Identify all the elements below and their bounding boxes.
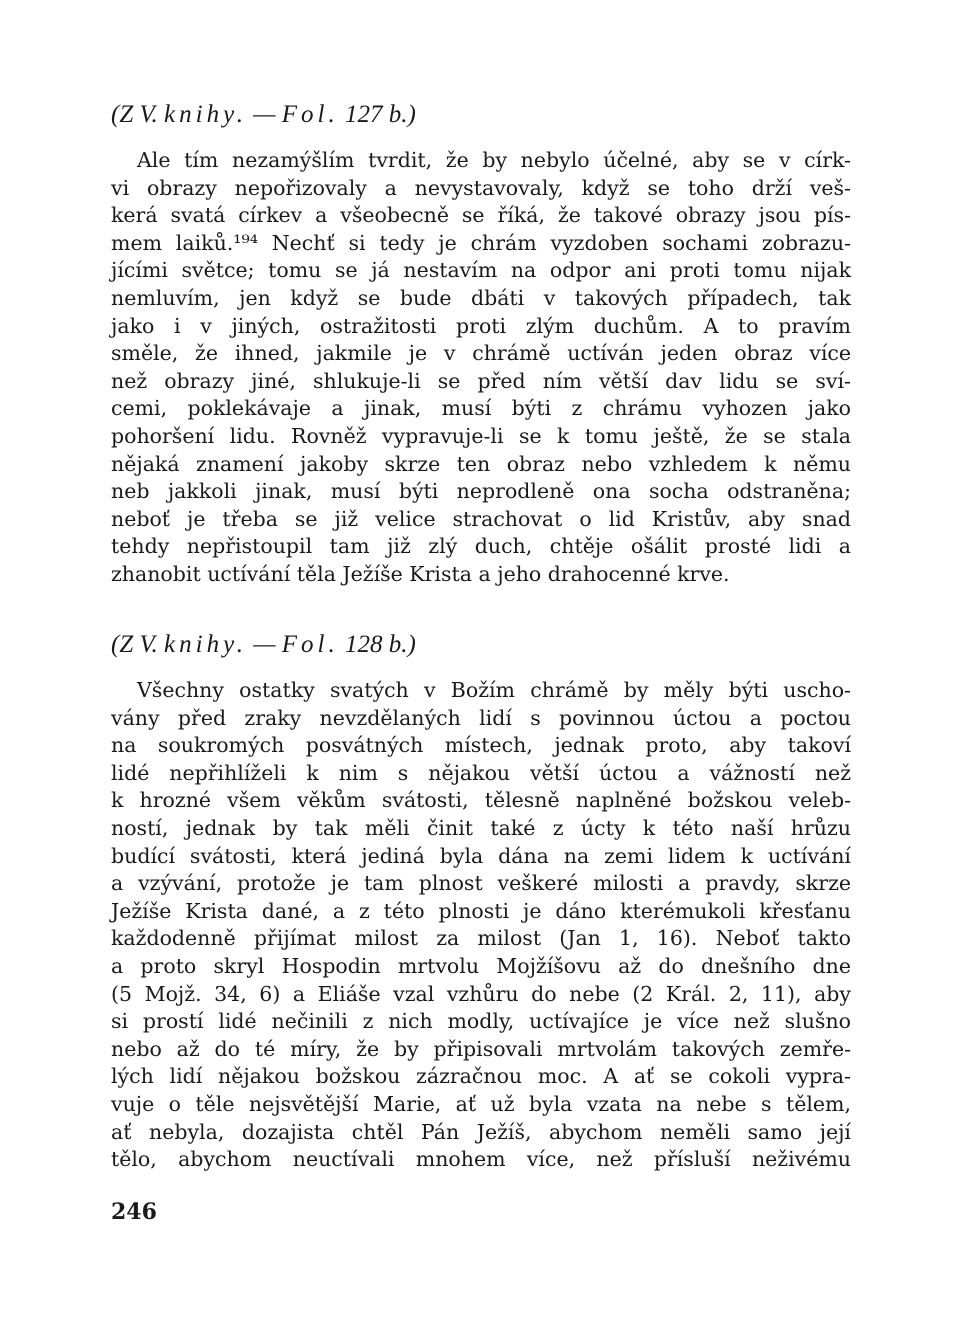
text-line: k hrozné všem věkům svátosti, tělesně naplněné božskou veleb-: [111, 788, 851, 813]
text-line: pohoršení lidu. Rovněž vypravuje-li se k tomu ještě, že se stala: [111, 423, 851, 448]
text-line: neboť je třeba se již velice strachovat o lid Kristův, aby snad: [111, 506, 851, 531]
heading-dash: —: [253, 631, 276, 658]
text-line: jícími světce; tomu se já nestavím na odpor ani proti tomu nijak: [111, 258, 851, 283]
text-line: každodenně přijímat milost za milost (Jan 1, 16). Neboť takto: [111, 926, 851, 951]
text-line: na soukromých posvátných místech, jednak proto, aby takoví: [111, 733, 851, 758]
heading-prefix: (Z V.: [111, 101, 158, 128]
text-line: Všechny ostatky svatých v Božím chrámě by měly býti uscho-: [137, 678, 851, 702]
text-line: vuje o těle nejsvětější Marie, ať už byla vzata na nebe s tělem,: [111, 1091, 851, 1116]
text-line: kerá svatá církev a všeobecně se říká, že takové obrazy jsou pís-: [111, 203, 851, 228]
text-line: nemluvím, jen když se bude dbáti v takových případech, tak: [111, 285, 851, 310]
text-line: ností, jednak by tak měli činit také z úcty k této naší hrůzu: [111, 815, 851, 840]
heading-dash: —: [253, 101, 276, 128]
text-line: si prostí lidé nečinili z nich modly, uctívajíce je více než slušno: [111, 1009, 851, 1034]
text-line: jako i v jiných, ostražitosti proti zlým duchům. A to pravím: [111, 313, 851, 338]
text-line: vány před zraky nevzdělaných lidí s povinnou úctou a poctou: [111, 705, 851, 730]
text-line: mem laiků.¹⁹⁴ Nechť si tedy je chrám vyzdoben sochami zobrazu-: [111, 230, 851, 255]
text-line: vi obrazy nepořizovaly a nevystavovaly, když se toho drží veš-: [111, 175, 851, 200]
heading-fol: Fol.: [281, 631, 339, 658]
text-line: lidé nepřihlíželi k nim s nějakou větší úctou a vážností než: [111, 760, 851, 785]
text-line: nějaká znamení jakoby skrze ten obraz nebo vzhledem k němu: [111, 451, 851, 476]
heading-book: knihy.: [164, 631, 248, 658]
heading-ref: 128 b.): [345, 631, 416, 658]
paragraph-section-1: [111, 147, 851, 589]
paragraph-section-2: [111, 677, 851, 1174]
section-heading-fol-127b: [111, 100, 416, 130]
heading-prefix: (Z V.: [111, 631, 158, 658]
heading-ref: 127 b.): [345, 101, 416, 128]
text-line: směle, že ihned, jakmile je v chrámě uctíván jeden obraz více: [111, 341, 851, 366]
text-line: ať nebyla, dozajista chtěl Pán Ježíš, abychom neměli samo její: [111, 1119, 851, 1144]
text-line: neb jakkoli jinak, musí býti neprodleně ona socha odstraněna;: [111, 479, 851, 504]
text-line: cemi, poklekávaje a jinak, musí býti z chrámu vyhozen jako: [111, 396, 851, 421]
text-line: tělo, abychom neuctívali mnohem více, než přísluší neživému: [111, 1147, 851, 1172]
text-line: než obrazy jiné, shlukuje-li se před ním větší dav lidu se sví-: [111, 368, 851, 393]
text-line: nebo až do té míry, že by připisovali mrtvolám takových zemře-: [111, 1036, 851, 1061]
text-line: tehdy nepřistoupil tam již zlý duch, chtěje ošálit prosté lidi a: [111, 534, 851, 559]
section-heading-fol-128b: [111, 630, 416, 660]
heading-fol: Fol.: [281, 101, 339, 128]
text-line: a proto skryl Hospodin mrtvolu Mojžíšovu až do dnešního dne: [111, 953, 851, 978]
page-number: 246: [111, 1199, 157, 1225]
text-line: zhanobit uctívání těla Ježíše Krista a jeho drahocenné krve.: [111, 561, 730, 586]
text-line: lých lidí nějakou božskou zázračnou moc. A ať se cokoli vypra-: [111, 1064, 851, 1089]
text-line: a vzývání, protože je tam plnost veškeré milosti a pravdy, skrze: [111, 871, 851, 896]
text-line: Ale tím nezamýšlím tvrdit, že by nebylo účelné, aby se v círk-: [137, 148, 851, 172]
text-line: (5 Mojž. 34, 6) a Eliáše vzal vzhůru do nebe (2 Král. 2, 11), aby: [111, 981, 851, 1006]
text-line: Ježíše Krista dané, a z této plnosti je dáno kterémukoli křesťanu: [111, 898, 851, 923]
text-line: budící svátosti, která jediná byla dána na zemi lidem k uctívání: [111, 843, 851, 868]
heading-book: knihy.: [164, 101, 248, 128]
